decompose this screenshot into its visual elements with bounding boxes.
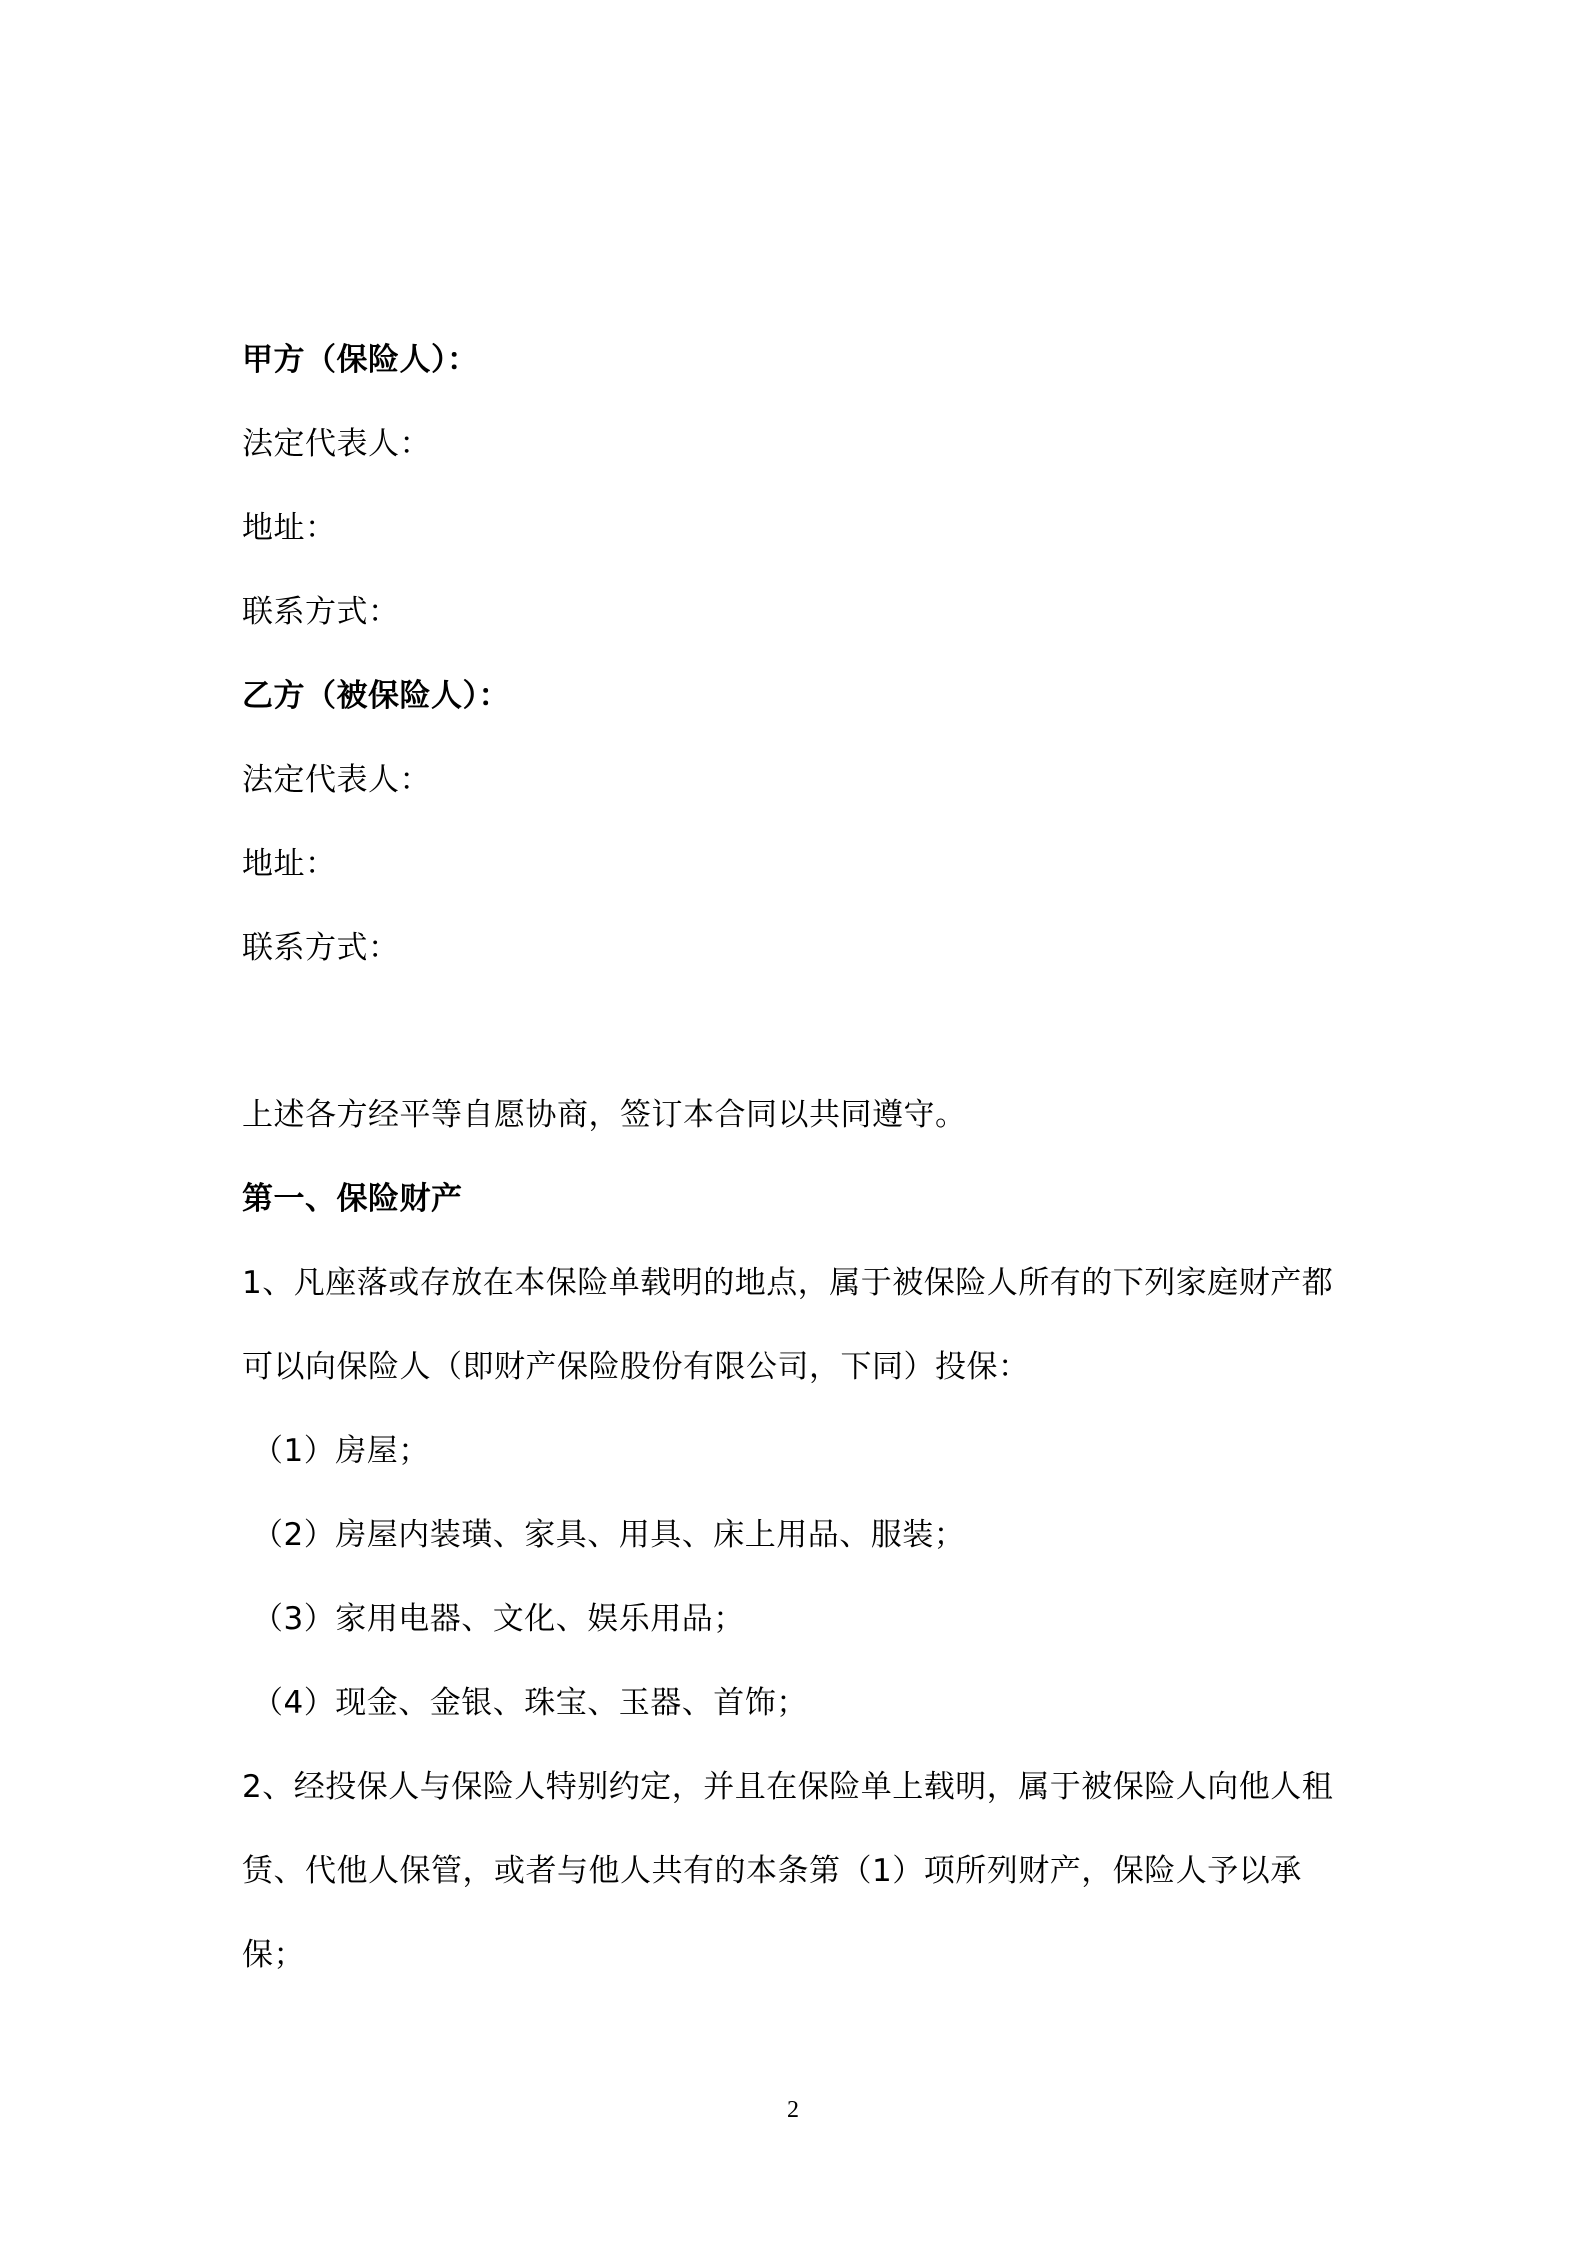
clause-1-line-1: 1、凡座落或存放在本保险单载明的地点，属于被保险人所有的下列家庭财产都: [242, 1265, 1334, 1301]
section-heading: 第一、保险财产: [242, 1181, 463, 1217]
party-a-heading: 甲方（保险人）：: [242, 342, 479, 378]
clause-2-line-1: 2、经投保人与保险人特别约定，并且在保险单上载明，属于被保险人向他人租: [242, 1769, 1334, 1805]
party-a-contact: 联系方式：: [242, 594, 400, 630]
party-b-address: 地址：: [242, 846, 337, 882]
list-item: （4）现金、金银、珠宝、玉器、首饰；: [252, 1685, 808, 1721]
page-number: 2: [787, 2097, 799, 2123]
party-a-address: 地址：: [242, 510, 337, 546]
clause-1-line-2: 可以向保险人（即财产保险股份有限公司，下同）投保：: [242, 1349, 1030, 1385]
party-b-heading: 乙方（被保险人）：: [242, 678, 510, 714]
list-item: （2）房屋内装璜、家具、用具、床上用品、服装；: [252, 1517, 966, 1553]
clause-2-line-2: 赁、代他人保管，或者与他人共有的本条第（1）项所列财产，保险人予以承: [242, 1853, 1302, 1889]
list-item: （1）房屋；: [252, 1433, 430, 1469]
clause-2-line-3: 保；: [242, 1937, 305, 1973]
party-a-legal-representative: 法定代表人：: [242, 426, 431, 462]
intro-paragraph: 上述各方经平等自愿协商，签订本合同以共同遵守。: [242, 1097, 967, 1133]
party-b-contact: 联系方式：: [242, 930, 400, 966]
party-b-legal-representative: 法定代表人：: [242, 762, 431, 798]
list-item: （3）家用电器、文化、娱乐用品；: [252, 1601, 745, 1637]
